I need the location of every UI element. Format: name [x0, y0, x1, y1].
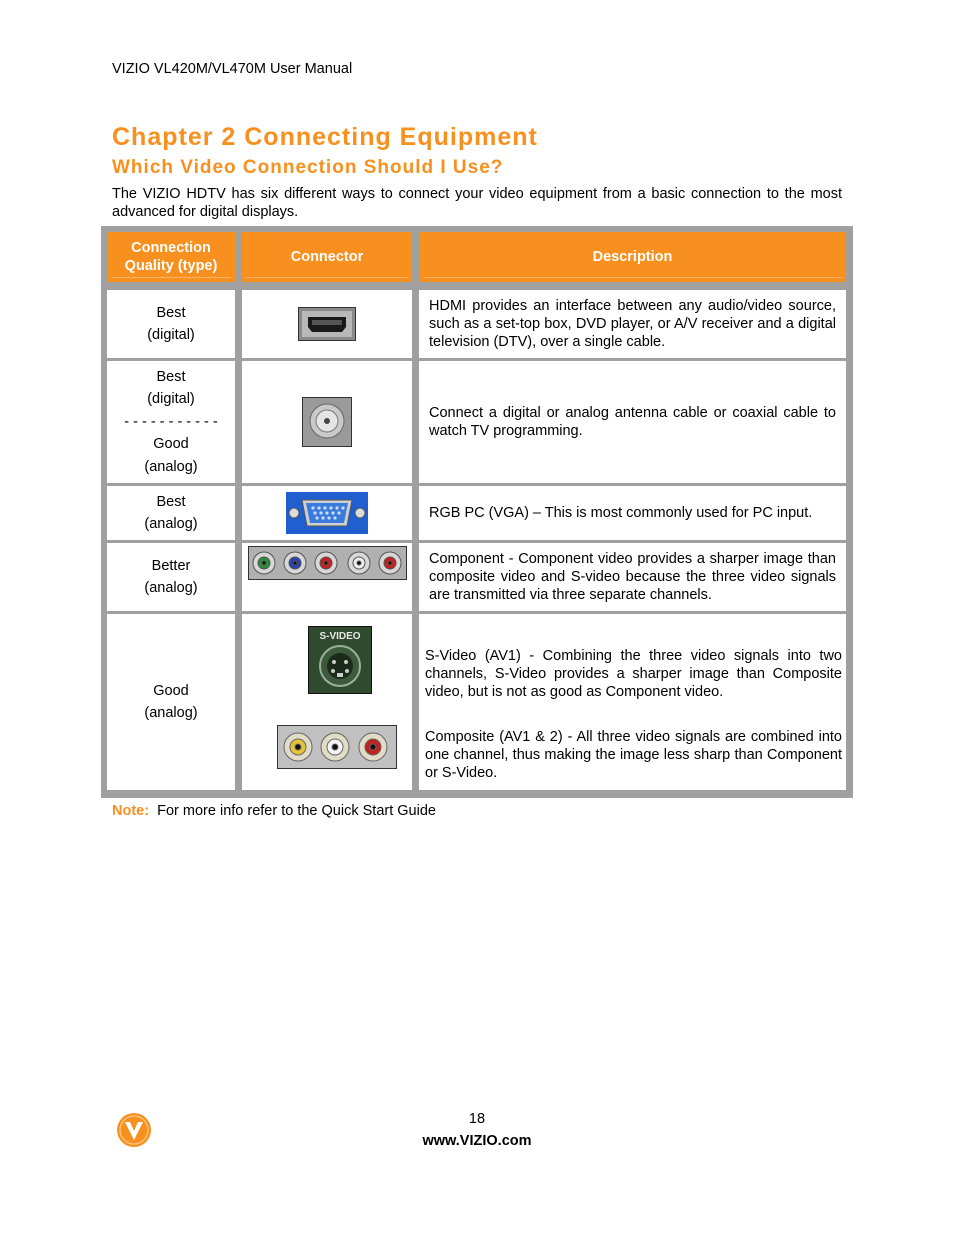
- composite-ports-icon: [277, 725, 397, 769]
- row-description: Connect a digital or analog antenna cable or coaxial cable to watch TV programming.: [419, 361, 846, 483]
- intro-paragraph: The VIZIO HDTV has six different ways to connect your video equipment from a basic connection to the most advanced for digital displays.: [112, 186, 842, 220]
- page-number: 18: [468, 1111, 486, 1127]
- header-quality-line2: Quality (type): [124, 258, 218, 274]
- chapter-title: Chapter 2 Connecting Equipment: [112, 123, 538, 151]
- section-title: Which Video Connection Should I Use?: [112, 157, 504, 178]
- row-connector: [242, 543, 412, 611]
- quality-line: Good: [153, 683, 189, 699]
- row-description: Component - Component video provides a sharper image than composite video and S-video because the three video signals are transmitted via three separate channels.: [419, 543, 846, 611]
- row-connector: [242, 290, 412, 358]
- row-description: [419, 614, 846, 790]
- quality-line: (digital): [147, 391, 195, 408]
- quality-line: (analog): [144, 580, 198, 596]
- row-quality: [107, 614, 235, 790]
- quality-line: Best: [156, 305, 186, 321]
- footer-url[interactable]: www.VIZIO.com: [422, 1133, 532, 1149]
- header-description: Description: [419, 232, 846, 282]
- svideo-label: S-VIDEO: [319, 631, 361, 642]
- row-connector: [242, 614, 412, 790]
- vga-port-icon: [286, 492, 368, 534]
- header-connector: Connector: [242, 232, 412, 282]
- quality-line: (analog): [144, 705, 198, 721]
- row-connector: [242, 486, 412, 540]
- composite-description: Composite (AV1 & 2) - All three video signals are combined into one channel, thus making the image less sharp than Component or S-Video.: [425, 729, 842, 781]
- note-text: For more info refer to the Quick Start Guide: [157, 803, 436, 819]
- header-quality: [107, 232, 235, 282]
- note: [112, 803, 436, 819]
- row-quality: [107, 486, 235, 540]
- quality-line: (digital): [147, 327, 195, 343]
- svideo-port-icon: [308, 626, 372, 694]
- running-header: VIZIO VL420M/VL470M User Manual: [112, 61, 353, 77]
- component-ports-icon: [248, 546, 407, 580]
- hdmi-port-icon: [298, 307, 356, 341]
- quality-line: (analog): [144, 516, 198, 532]
- row-description: HDMI provides an interface between any audio/video source, such as a set-top box, DVD player, or A/V receiver and a digital television (DTV), over a single cable.: [419, 290, 846, 358]
- svideo-description: S-Video (AV1) - Combining the three video signals into two channels, S-Video provides a sharper image than Composite video, but is not as good as Component video.: [425, 648, 842, 700]
- coax-port-icon: [302, 397, 352, 447]
- quality-line: Best: [156, 368, 186, 385]
- quality-line: Best: [156, 494, 186, 510]
- quality-line: (analog): [144, 458, 198, 475]
- row-description: RGB PC (VGA) – This is most commonly used for PC input.: [419, 486, 846, 540]
- connection-table: [101, 226, 853, 798]
- header-quality-line1: Connection: [131, 240, 211, 256]
- row-quality: [107, 543, 235, 611]
- quality-divider: - - - - - - - - - - -: [124, 413, 218, 430]
- quality-line: Better: [151, 558, 191, 574]
- note-label: Note:: [112, 803, 150, 819]
- row-quality: [107, 290, 235, 358]
- row-connector: [242, 361, 412, 483]
- quality-line: Good: [153, 436, 189, 453]
- row-quality: [107, 361, 235, 483]
